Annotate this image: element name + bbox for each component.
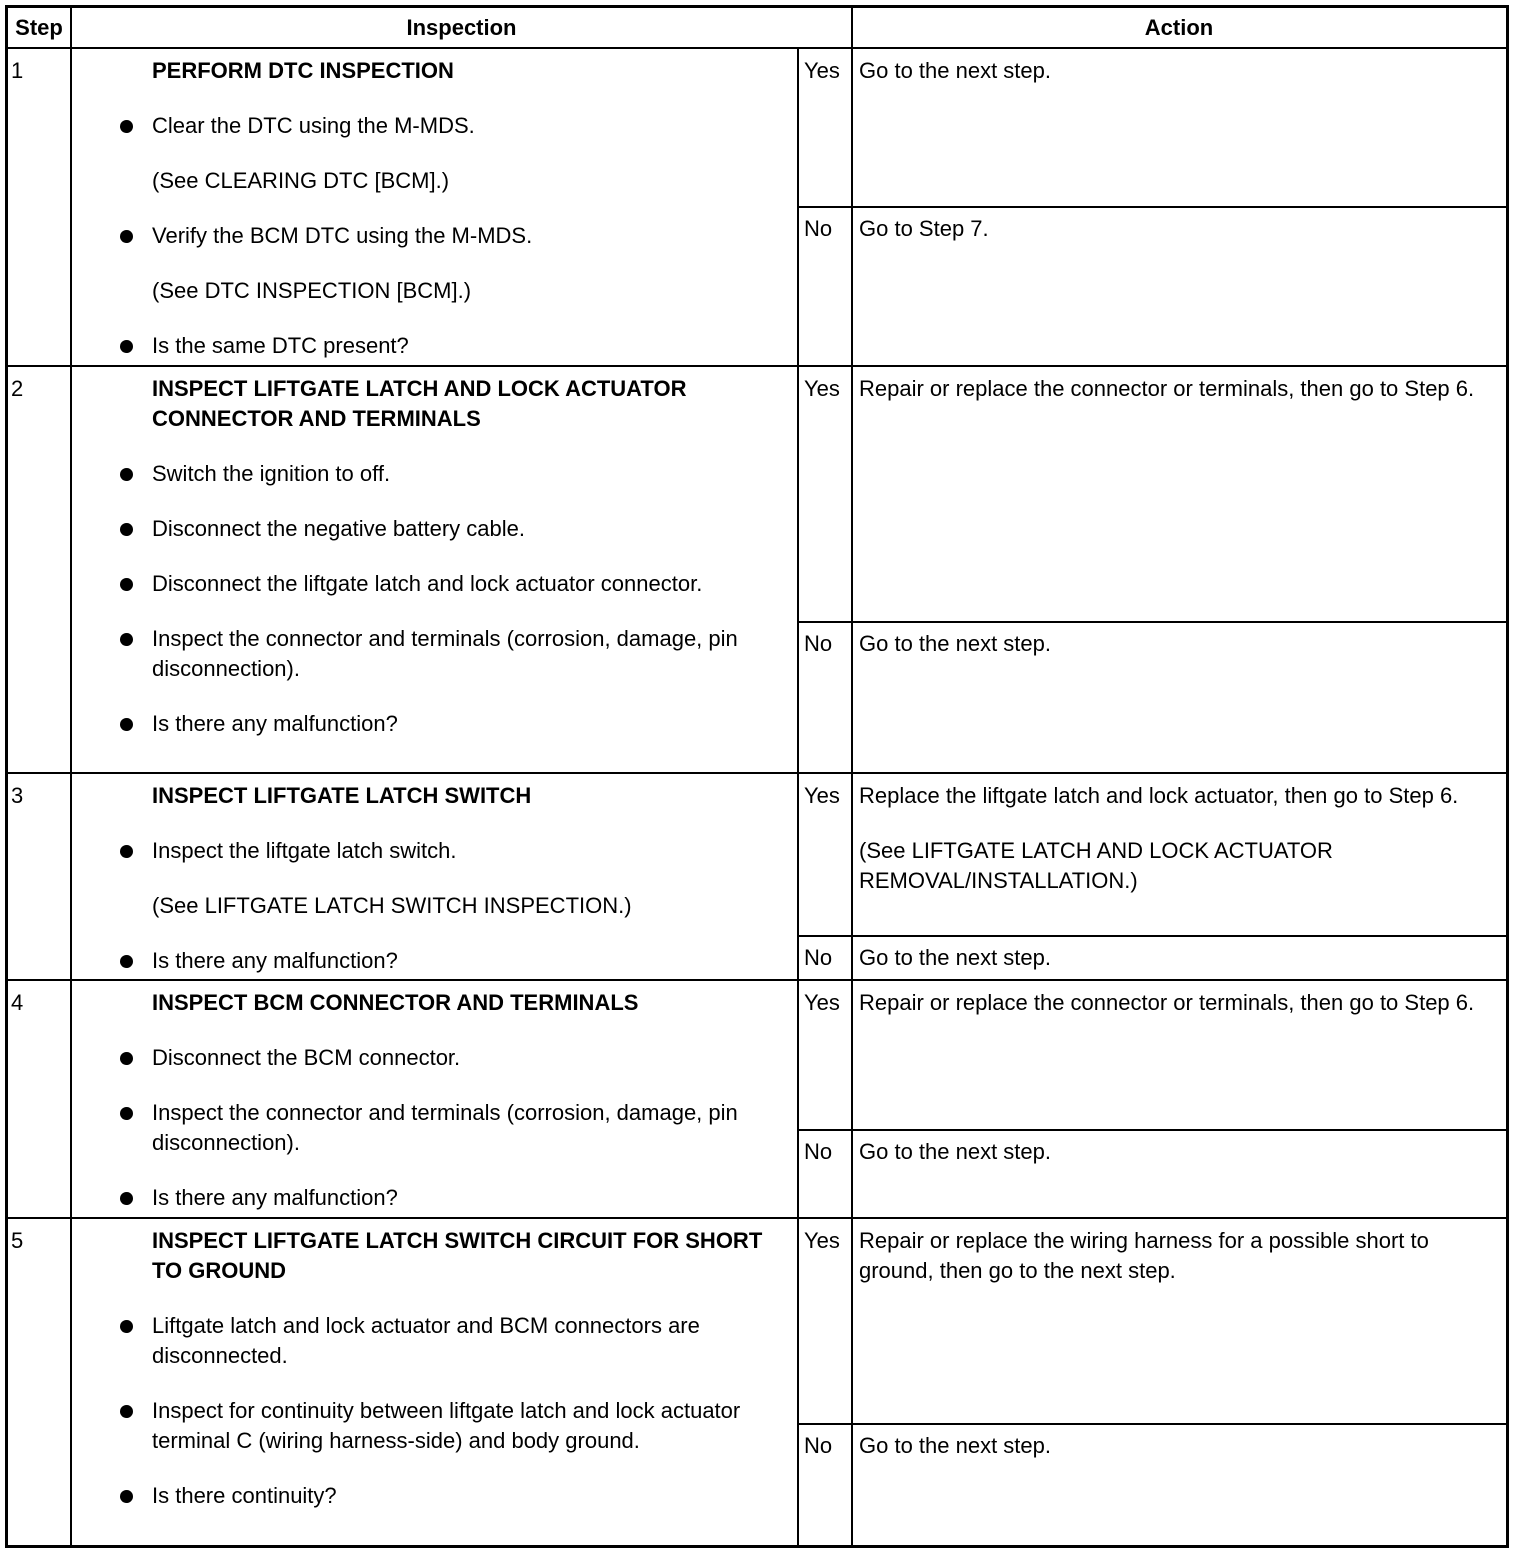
inspection-bullet-item [152, 1098, 777, 1158]
step-number: 5 [11, 1228, 24, 1253]
bullet-icon [120, 1405, 133, 1418]
bullet-icon [120, 1490, 133, 1503]
inspection-text: (See DTC INSPECTION [BCM].) [152, 278, 472, 303]
inspection-text: PERFORM DTC INSPECTION [152, 58, 454, 83]
inspection-title [152, 1226, 777, 1286]
yes-label: Yes [804, 58, 840, 83]
inspection-text: INSPECT BCM CONNECTOR AND TERMINALS [152, 990, 639, 1015]
header-step: Step [15, 15, 63, 40]
inspection-bullet-item [152, 331, 777, 361]
inspection-text: (See CLEARING DTC [BCM].) [152, 168, 450, 193]
inspection-title [152, 374, 777, 434]
bullet-icon [120, 1320, 133, 1333]
row-divider [6, 1217, 1506, 1219]
inspection-bullet-item [152, 709, 777, 739]
bullet-icon [120, 845, 133, 858]
yes-action-text: Repair or replace the connector or terminals, then go to Step 6. [859, 990, 1475, 1015]
inspection-text: Is there any malfunction? [152, 948, 398, 973]
header-action: Action [1144, 15, 1214, 40]
bullet-icon [120, 1107, 133, 1120]
inspection-text: Inspect the liftgate latch switch. [152, 838, 457, 863]
inspection-text: Disconnect the liftgate latch and lock actuator connector. [152, 571, 703, 596]
yes-action-text: Go to the next step. [859, 58, 1052, 83]
bullet-icon [120, 120, 133, 133]
yes-no-divider [798, 1423, 1506, 1425]
inspection-text: Verify the BCM DTC using the M-MDS. [152, 223, 533, 248]
no-label: No [804, 631, 833, 656]
no-label: No [804, 1139, 833, 1164]
bullet-icon [120, 1052, 133, 1065]
step-number: 1 [11, 58, 24, 83]
inspection-bullet-item [152, 1481, 777, 1511]
step-number: 3 [11, 783, 24, 808]
inspection-text: INSPECT LIFTGATE LATCH SWITCH CIRCUIT FOR SHORT TO GROUND [152, 1228, 763, 1283]
inspection-bullet-item [152, 836, 777, 866]
inspection-reference-note [152, 166, 777, 196]
inspection-text: Is the same DTC present? [152, 333, 409, 358]
no-label: No [804, 945, 833, 970]
inspection-text: Disconnect the BCM connector. [152, 1045, 461, 1070]
bullet-icon [120, 340, 133, 353]
bullet-icon [120, 523, 133, 536]
inspection-bullet-item [152, 1396, 777, 1456]
inspection-text: Inspect the connector and terminals (corrosion, damage, pin disconnection). [152, 1100, 738, 1155]
no-action-text: Go to the next step. [859, 945, 1052, 970]
yes-no-divider [798, 206, 1506, 208]
no-action-text: Go to the next step. [859, 631, 1052, 656]
inspection-text: Inspect the connector and terminals (corrosion, damage, pin disconnection). [152, 626, 738, 681]
inspection-title [152, 988, 777, 1018]
bullet-icon [120, 633, 133, 646]
row-divider [6, 365, 1506, 367]
yes-label: Yes [804, 990, 840, 1015]
header-inspection: Inspection [406, 15, 517, 40]
yes-label: Yes [804, 783, 840, 808]
no-label: No [804, 216, 833, 241]
yes-no-divider [798, 1129, 1506, 1131]
yes-action-text: Repair or replace the connector or terminals, then go to Step 6. [859, 376, 1475, 401]
no-action-text: Go to Step 7. [859, 216, 989, 241]
yes-action-text: (See LIFTGATE LATCH AND LOCK ACTUATOR REMOVAL/INSTALLATION.) [859, 838, 1333, 893]
inspection-bullet-item [152, 946, 777, 976]
no-action-text: Go to the next step. [859, 1433, 1052, 1458]
inspection-text: Inspect for continuity between liftgate latch and lock actuator terminal C (wiring harness-side) and body ground. [152, 1398, 741, 1453]
yes-no-divider [798, 935, 1506, 937]
inspection-text: INSPECT LIFTGATE LATCH AND LOCK ACTUATOR CONNECTOR AND TERMINALS [152, 376, 687, 431]
inspection-bullet-item [152, 624, 777, 684]
inspection-bullet-item [152, 1311, 777, 1371]
inspection-text: Liftgate latch and lock actuator and BCM connectors are disconnected. [152, 1313, 700, 1368]
inspection-bullet-item [152, 459, 777, 489]
bullet-icon [120, 468, 133, 481]
bullet-icon [120, 718, 133, 731]
inspection-reference-note [152, 276, 777, 306]
yes-label: Yes [804, 376, 840, 401]
inspection-bullet-item [152, 569, 777, 599]
inspection-text: Is there any malfunction? [152, 711, 398, 736]
inspection-text: Is there continuity? [152, 1483, 337, 1508]
inspection-text: (See LIFTGATE LATCH SWITCH INSPECTION.) [152, 893, 632, 918]
inspection-text: Switch the ignition to off. [152, 461, 391, 486]
yes-action-text: Repair or replace the wiring harness for a possible short to ground, then go to the next step. [859, 1228, 1429, 1283]
bullet-icon [120, 230, 133, 243]
inspection-title [152, 781, 777, 811]
yes-label: Yes [804, 1228, 840, 1253]
bullet-icon [120, 1192, 133, 1205]
divider [70, 6, 72, 1546]
inspection-text: Is there any malfunction? [152, 1185, 398, 1210]
inspection-title [152, 56, 777, 86]
inspection-text: Clear the DTC using the M-MDS. [152, 113, 475, 138]
no-label: No [804, 1433, 833, 1458]
step-number: 2 [11, 376, 24, 401]
yes-no-divider [798, 621, 1506, 623]
inspection-bullet-item [152, 221, 777, 251]
inspection-bullet-item [152, 1043, 777, 1073]
inspection-reference-note [152, 891, 777, 921]
inspection-text: Disconnect the negative battery cable. [152, 516, 526, 541]
inspection-bullet-item [152, 514, 777, 544]
divider [797, 48, 799, 1546]
divider [851, 6, 853, 1546]
row-divider [6, 979, 1506, 981]
yes-action-text: Replace the liftgate latch and lock actuator, then go to Step 6. [859, 783, 1459, 808]
step-number: 4 [11, 990, 24, 1015]
inspection-text: INSPECT LIFTGATE LATCH SWITCH [152, 783, 532, 808]
bullet-icon [120, 955, 133, 968]
no-action-text: Go to the next step. [859, 1139, 1052, 1164]
bullet-icon [120, 578, 133, 591]
inspection-bullet-item [152, 111, 777, 141]
inspection-bullet-item [152, 1183, 777, 1213]
row-divider [6, 772, 1506, 774]
